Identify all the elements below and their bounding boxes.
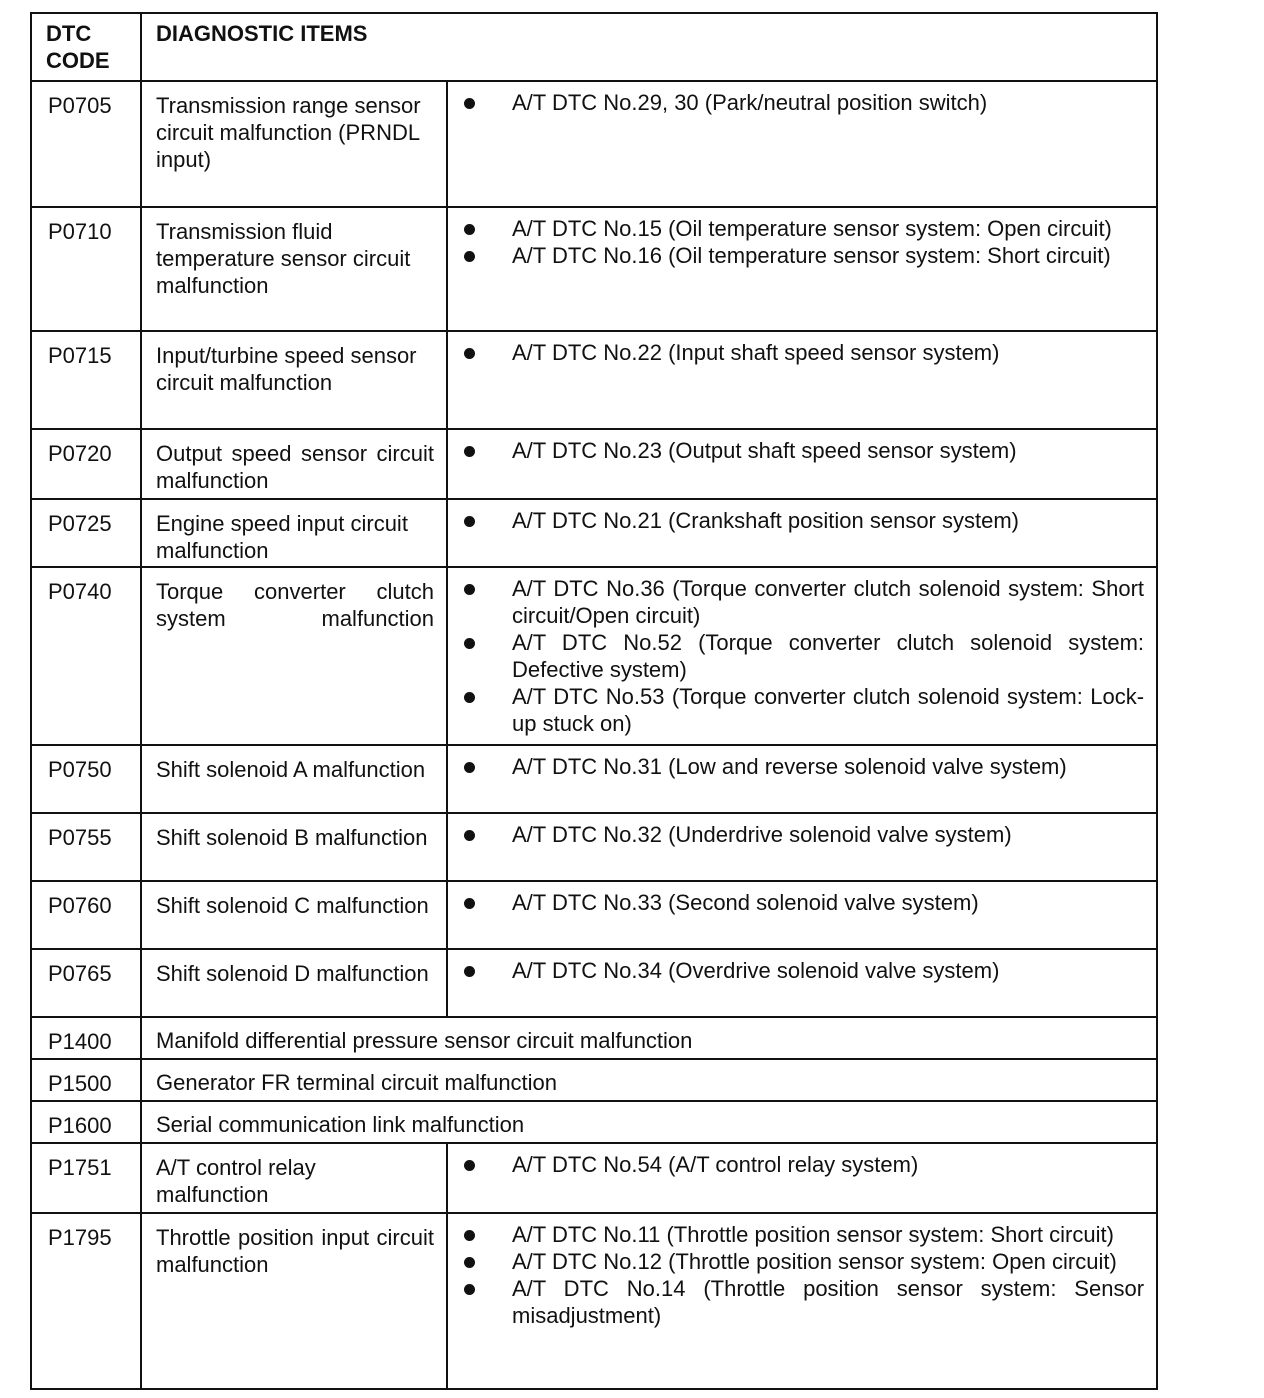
at-dtc-list [464,339,1144,366]
bullet-icon [464,1160,475,1171]
at-dtc-list [464,89,1144,116]
table-row [31,331,1157,429]
dtc-code-cell: P0765 [31,949,141,1017]
table-row [31,1213,1157,1389]
list-item [464,957,1144,984]
table-body [31,81,1157,1389]
bullet-icon [464,1230,475,1241]
at-dtc-list [464,753,1144,780]
malfunction-name-cell: Transmission range sensor circuit malfunction (PRNDL input) [141,81,447,207]
table-row [31,1143,1157,1213]
malfunction-name-cell: Shift solenoid B malfunction [141,813,447,881]
at-dtc-item-text: A/T DTC No.22 (Input shaft speed sensor system) [512,340,1000,365]
malfunction-name-cell: Shift solenoid A malfunction [141,745,447,813]
malfunction-name-cell: Torque converter clutch system malfunction [141,567,447,745]
bullet-icon [464,98,475,109]
dtc-code-cell: P1600 [31,1101,141,1143]
dtc-table [30,12,1158,1390]
table-row [31,429,1157,499]
table-row [31,1017,1157,1059]
bullet-icon [464,966,475,977]
table-row [31,1101,1157,1143]
table-row [31,745,1157,813]
list-item [464,629,1144,683]
at-dtc-list [464,215,1144,269]
at-dtc-list [464,437,1144,464]
list-item [464,1275,1144,1329]
malfunction-name-cell: Shift solenoid C malfunction [141,881,447,949]
bullet-icon [464,830,475,841]
at-dtc-item-text: A/T DTC No.12 (Throttle position sensor system: Open circuit) [512,1249,1117,1274]
diagnostic-items-header: DIAGNOSTIC ITEMS [141,13,1157,81]
list-item [464,437,1144,464]
table-row [31,207,1157,331]
bullet-icon [464,1257,475,1268]
bullet-icon [464,638,475,649]
dtc-code-cell: P1400 [31,1017,141,1059]
at-dtc-items-cell [447,207,1157,331]
table-header-row [31,13,1157,81]
at-dtc-item-text: A/T DTC No.16 (Oil temperature sensor system: Short circuit) [512,243,1111,268]
at-dtc-items-cell [447,1213,1157,1389]
bullet-icon [464,762,475,773]
dtc-code-cell: P0725 [31,499,141,567]
list-item [464,753,1144,780]
dtc-code-cell: P0750 [31,745,141,813]
at-dtc-items-cell [447,1143,1157,1213]
malfunction-name-cell: Input/turbine speed sensor circuit malfunction [141,331,447,429]
bullet-icon [464,584,475,595]
bullet-icon [464,1284,475,1295]
dtc-code-cell: P1500 [31,1059,141,1101]
at-dtc-items-cell [447,881,1157,949]
dtc-code-cell: P1751 [31,1143,141,1213]
at-dtc-item-text: A/T DTC No.23 (Output shaft speed sensor system) [512,438,1017,463]
list-item [464,215,1144,242]
at-dtc-list [464,1151,1144,1178]
list-item [464,889,1144,916]
bullet-icon [464,898,475,909]
malfunction-name-cell: Output speed sensor circuit malfunction [141,429,447,499]
at-dtc-list [464,507,1144,534]
list-item [464,1151,1144,1178]
diagnostic-item-cell: Generator FR terminal circuit malfunction [141,1059,1157,1101]
at-dtc-item-text: A/T DTC No.14 (Throttle position sensor system: Sensor misadjustment) [512,1276,1145,1328]
at-dtc-items-cell [447,813,1157,881]
malfunction-name-cell: Transmission fluid temperature sensor circuit malfunction [141,207,447,331]
at-dtc-item-text: A/T DTC No.52 (Torque converter clutch solenoid system: Defective system) [512,630,1145,682]
dtc-code-cell: P0755 [31,813,141,881]
at-dtc-item-text: A/T DTC No.15 (Oil temperature sensor system: Open circuit) [512,216,1112,241]
at-dtc-items-cell [447,745,1157,813]
bullet-icon [464,516,475,527]
dtc-code-cell: P0760 [31,881,141,949]
dtc-code-cell: P1795 [31,1213,141,1389]
malfunction-name-cell: A/T control relay malfunction [141,1143,447,1213]
dtc-code-cell: P0710 [31,207,141,331]
bullet-icon [464,446,475,457]
table-row [31,81,1157,207]
dtc-code-cell: P0720 [31,429,141,499]
table-row [31,1059,1157,1101]
list-item [464,1221,1144,1248]
at-dtc-items-cell [447,81,1157,207]
at-dtc-list [464,821,1144,848]
at-dtc-list [464,957,1144,984]
at-dtc-list [464,889,1144,916]
at-dtc-item-text: A/T DTC No.31 (Low and reverse solenoid valve system) [512,754,1067,779]
table-row [31,499,1157,567]
at-dtc-item-text: A/T DTC No.29, 30 (Park/neutral position switch) [512,90,988,115]
malfunction-name-cell: Shift solenoid D malfunction [141,949,447,1017]
bullet-icon [464,251,475,262]
table-row [31,813,1157,881]
bullet-icon [464,692,475,703]
list-item [464,821,1144,848]
dtc-code-cell: P0705 [31,81,141,207]
at-dtc-item-text: A/T DTC No.36 (Torque converter clutch solenoid system: Short circuit/Open circuit) [512,576,1145,628]
malfunction-name-cell: Engine speed input circuit malfunction [141,499,447,567]
list-item [464,683,1144,737]
list-item [464,339,1144,366]
dtc-code-cell: P0715 [31,331,141,429]
list-item [464,1248,1144,1275]
at-dtc-item-text: A/T DTC No.11 (Throttle position sensor system: Short circuit) [512,1222,1114,1247]
at-dtc-item-text: A/T DTC No.21 (Crankshaft position sensor system) [512,508,1019,533]
at-dtc-item-text: A/T DTC No.33 (Second solenoid valve system) [512,890,979,915]
bullet-icon [464,224,475,235]
at-dtc-list [464,575,1144,737]
malfunction-name-cell: Throttle position input circuit malfunction [141,1213,447,1389]
at-dtc-list [464,1221,1144,1329]
table-row [31,567,1157,745]
bullet-icon [464,348,475,359]
at-dtc-item-text: A/T DTC No.34 (Overdrive solenoid valve system) [512,958,1000,983]
table-row [31,949,1157,1017]
at-dtc-items-cell [447,949,1157,1017]
dtc-code-header: DTC CODE [31,13,141,81]
table-row [31,881,1157,949]
list-item [464,242,1144,269]
diagnostic-item-cell: Manifold differential pressure sensor circuit malfunction [141,1017,1157,1059]
at-dtc-item-text: A/T DTC No.32 (Underdrive solenoid valve system) [512,822,1012,847]
at-dtc-items-cell [447,331,1157,429]
list-item [464,575,1144,629]
list-item [464,89,1144,116]
dtc-code-cell: P0740 [31,567,141,745]
diagnostic-item-cell: Serial communication link malfunction [141,1101,1157,1143]
list-item [464,507,1144,534]
at-dtc-items-cell [447,429,1157,499]
at-dtc-item-text: A/T DTC No.53 (Torque converter clutch solenoid system: Lock-up stuck on) [512,684,1145,736]
at-dtc-items-cell [447,567,1157,745]
at-dtc-item-text: A/T DTC No.54 (A/T control relay system) [512,1152,919,1177]
at-dtc-items-cell [447,499,1157,567]
